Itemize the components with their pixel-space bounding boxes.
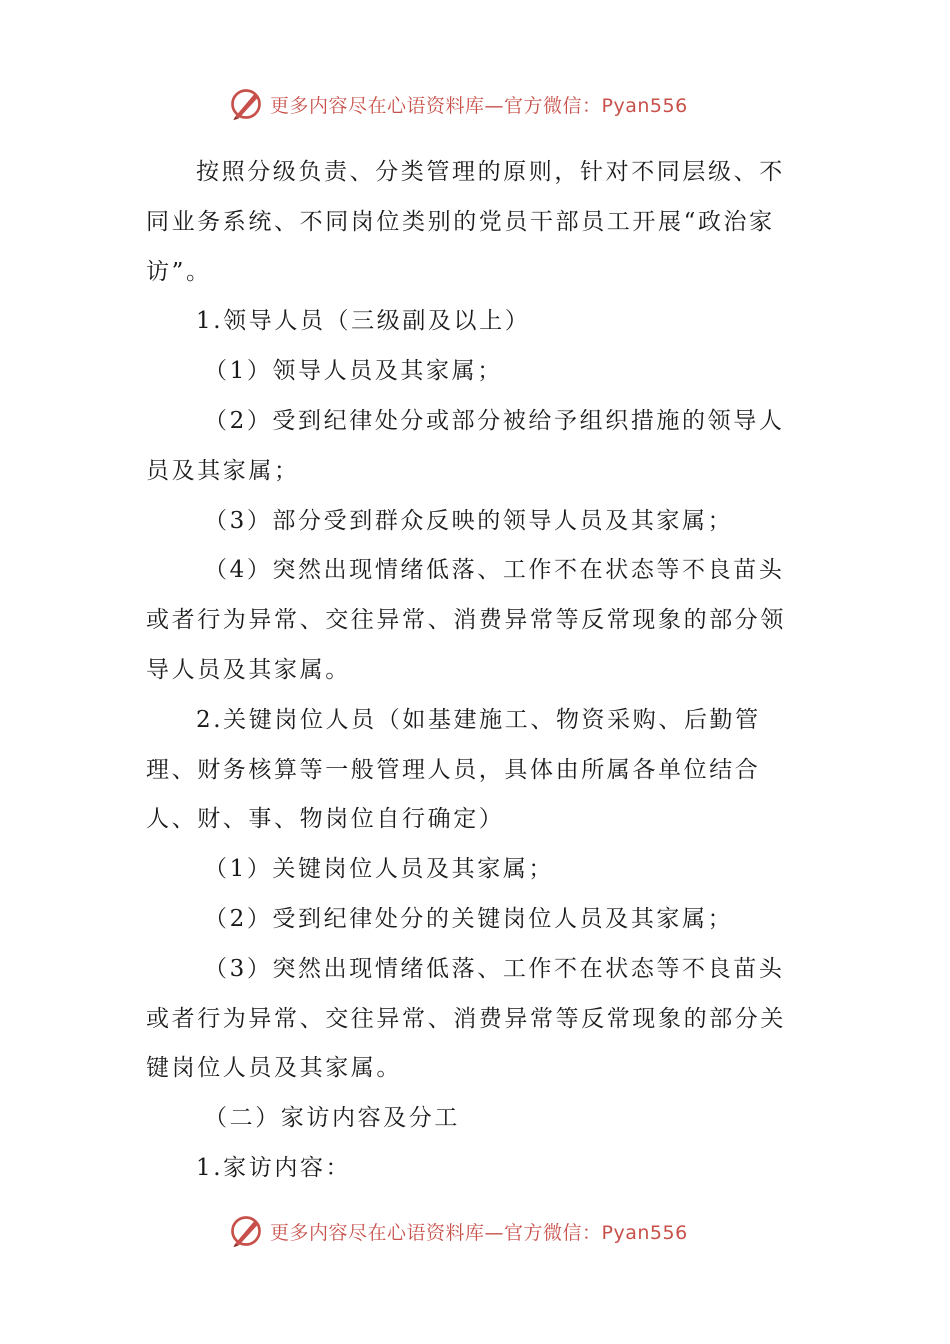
section-heading: 1.领导人员（三级副及以上） [196, 308, 531, 335]
paragraph: 按照分级负责、分类管理的原则，针对不同层级、不同业务系统、不同岗位类别的党员干部员工开展“政治家访”。 [146, 159, 785, 285]
list-item: （3）部分受到群众反映的领导人员及其家属； [204, 507, 734, 534]
watermark-header [228, 84, 748, 124]
section-heading: （二）家访内容及分工 [204, 1105, 460, 1132]
list-item: （1）关键岗位人员及其家属； [204, 856, 555, 883]
list-item: （1）领导人员及其家属； [204, 358, 503, 385]
list-item: （2）受到纪律处分或部分被给予组织措施的领导人员及其家属； [146, 407, 785, 484]
section-heading: 2.关键岗位人员（如基建施工、物资采购、后勤管理、财务核算等一般管理人员，具体由所属各单位结合人、财、事、物岗位自行确定） [146, 706, 761, 833]
pen-logo-icon [228, 1213, 264, 1249]
watermark-text: 更多内容尽在心语资料库—官方微信：Pyan556 [270, 94, 688, 117]
list-item: （2）受到纪律处分的关键岗位人员及其家属； [204, 905, 734, 932]
list-item: （3）突然出现情绪低落、工作不在状态等不良苗头或者行为异常、交往异常、消费异常等反常现象的部分关键岗位人员及其家属。 [146, 955, 786, 1082]
watermark-footer [228, 1211, 748, 1251]
section-heading: 1.家访内容： [196, 1154, 352, 1181]
document-body [146, 148, 806, 1194]
pen-logo-icon [228, 86, 264, 122]
list-item: （4）突然出现情绪低落、工作不在状态等不良苗头或者行为异常、交往异常、消费异常等反常现象的部分领导人员及其家属。 [146, 557, 786, 683]
watermark-text: 更多内容尽在心语资料库—官方微信：Pyan556 [270, 1221, 688, 1244]
